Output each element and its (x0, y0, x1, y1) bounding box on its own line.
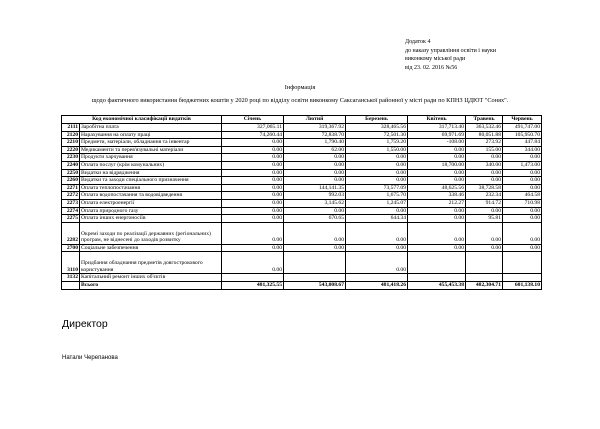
row-value: 0.00 (284, 222, 346, 244)
row-value: 1,675.70 (346, 192, 408, 200)
row-value: 0.00 (284, 207, 346, 215)
row-code: 2240 (62, 161, 80, 169)
row-value: 0.00 (284, 154, 346, 162)
table-row (62, 207, 542, 215)
row-code: 3132 (62, 274, 80, 282)
table-row (62, 184, 542, 192)
row-value: 0.00 (222, 177, 284, 185)
row-value (222, 274, 284, 282)
row-value (346, 274, 408, 282)
row-value: 74,260.44 (222, 131, 284, 139)
row-value: 363,532.46 (466, 124, 503, 132)
row-value (284, 274, 346, 282)
document-subtitle: щодо фактичного використання бюджетних коштів у 2020 році по відділу освіти виконкому Саксаганської районної у місті ради по КПНЗ ЦДЮТ "Сонях". (91, 97, 509, 104)
table-row (62, 177, 542, 185)
table-row (62, 131, 542, 139)
row-value: 0.00 (346, 252, 408, 274)
row-value: 0.00 (284, 169, 346, 177)
row-value (503, 252, 542, 274)
table-header-row (62, 116, 542, 124)
row-value (466, 274, 503, 282)
row-value: 0.00 (222, 222, 284, 244)
row-value: 1,245.07 (346, 199, 408, 207)
row-name: Капітальний ремонт інших об'єктів (80, 274, 222, 282)
row-value: 0.00 (222, 252, 284, 274)
row-value: 0.00 (222, 215, 284, 223)
header-january: Січень (222, 116, 284, 124)
header-may: Травень (466, 116, 503, 124)
table-row (62, 222, 542, 244)
row-name: Заробітна плата (80, 124, 222, 132)
row-code: 2275 (62, 215, 80, 223)
row-value: 144,141.35 (284, 184, 346, 192)
header-february: Лютий (284, 116, 346, 124)
row-value (466, 252, 503, 274)
row-value: 0.00 (284, 177, 346, 185)
row-code: 2210 (62, 139, 80, 147)
row-value: 0.00 (222, 244, 284, 252)
row-code: 2272 (62, 192, 80, 200)
row-name: Оплата послуг (крім комунальних) (80, 161, 222, 169)
row-value: 0.00 (222, 207, 284, 215)
row-value: 0.00 (222, 184, 284, 192)
row-value: 317,713.40 (408, 124, 466, 132)
total-row (62, 281, 542, 289)
signer-name: Натали Черепанова (62, 355, 118, 361)
row-value: 0.00 (408, 207, 466, 215)
header-march: Березень (346, 116, 408, 124)
row-name: Оплата електроенергії (80, 199, 222, 207)
row-value: 0.00 (346, 154, 408, 162)
table-row (62, 154, 542, 162)
row-name: Видатки на відрядження (80, 169, 222, 177)
row-value: 0.00 (408, 215, 466, 223)
row-code: 2274 (62, 207, 80, 215)
row-value: 0.00 (346, 169, 408, 177)
table-row (62, 146, 542, 154)
row-value (408, 252, 466, 274)
header-april: Квітень (408, 116, 466, 124)
row-value: 69,971.69 (408, 131, 466, 139)
row-name: Придбання обладнання предметів довгострокового користування (80, 252, 222, 274)
row-value: 80,051.88 (466, 131, 503, 139)
row-value: 914.72 (466, 199, 503, 207)
row-value: 0.00 (222, 199, 284, 207)
row-value: 710.98 (503, 199, 542, 207)
row-value: 212.27 (408, 199, 466, 207)
header-june: Червень (503, 116, 542, 124)
row-name: Оплата теплопостачання (80, 184, 222, 192)
row-value: 0.00 (466, 177, 503, 185)
row-value: 0.00 (503, 177, 542, 185)
row-value: 0.00 (284, 161, 346, 169)
row-value: 0.00 (346, 207, 408, 215)
row-value: 0.00 (408, 146, 466, 154)
row-value: 0.00 (408, 169, 466, 177)
row-value: 1,759.20 (346, 139, 408, 147)
row-value: 0.00 (346, 222, 408, 244)
row-value: 0.00 (503, 222, 542, 244)
row-value: 95.81 (466, 215, 503, 223)
row-value: 319,367.92 (284, 124, 346, 132)
row-value: 344.00 (503, 146, 542, 154)
row-value: 0.00 (346, 244, 408, 252)
row-code: 2700 (62, 244, 80, 252)
row-value: 155.00 (466, 146, 503, 154)
row-value: 0.00 (346, 177, 408, 185)
table-row (62, 124, 542, 132)
row-value: 1,550.00 (346, 146, 408, 154)
row-name: Соціальне забезпечення (80, 244, 222, 252)
row-value: 0.00 (408, 222, 466, 244)
total-value: 481,418.26 (346, 281, 408, 289)
row-code: 2260 (62, 177, 80, 185)
addendum-line-3: виконкому міської ради (405, 56, 466, 63)
row-value: 0.00 (466, 244, 503, 252)
row-code: 2273 (62, 199, 80, 207)
row-value: 1,790.40 (284, 139, 346, 147)
director-label: Директор (62, 318, 108, 330)
row-value: 0.00 (503, 169, 542, 177)
row-value: 73,577.09 (346, 184, 408, 192)
row-value: 992.03 (284, 192, 346, 200)
row-value: 0.00 (408, 177, 466, 185)
row-value: 0.00 (222, 139, 284, 147)
row-name: Видатки та заходи спеціального призначення (80, 177, 222, 185)
row-name: Нарахування на оплату праці (80, 131, 222, 139)
table-row (62, 192, 542, 200)
row-name: Предмети, матеріали, обладнання та інвентар (80, 139, 222, 147)
row-value: 0.00 (222, 161, 284, 169)
addendum-line-2: до наказу управління освіти і науки (405, 47, 497, 54)
addendum-note (405, 38, 496, 72)
row-code: 2282 (62, 222, 80, 244)
table-row (62, 199, 542, 207)
total-value: 601,138.10 (503, 281, 542, 289)
row-value: 0.00 (346, 161, 408, 169)
row-value: 18,700.00 (408, 161, 466, 169)
row-value: 0.00 (284, 244, 346, 252)
total-value: 543,008.67 (284, 281, 346, 289)
row-code: 3110 (62, 252, 80, 274)
row-name: Оплата природного газу (80, 207, 222, 215)
row-value: 338.46 (408, 192, 466, 200)
table-row (62, 274, 542, 282)
table-row (62, 139, 542, 147)
addendum-line-4: від 23. 02. 2016 №56 (405, 64, 458, 71)
total-value: 401,325.55 (222, 281, 284, 289)
row-value: -108.00 (408, 139, 466, 147)
table-row (62, 161, 542, 169)
row-value: 0.00 (466, 222, 503, 244)
total-code-cell (62, 281, 80, 289)
table-body (62, 124, 542, 290)
row-value: 447.84 (503, 139, 542, 147)
row-value: 670.65 (284, 215, 346, 223)
row-value: 72,838.70 (284, 131, 346, 139)
row-code: 2271 (62, 184, 80, 192)
row-code: 2220 (62, 146, 80, 154)
row-code: 2111 (62, 124, 80, 132)
row-value: 328,465.56 (346, 124, 408, 132)
row-value (284, 252, 346, 274)
row-name: Медикаменти та перев'язувальні матеріали (80, 146, 222, 154)
row-value: 340.00 (466, 161, 503, 169)
row-value: 0.00 (222, 169, 284, 177)
document-title: Інформація (284, 84, 316, 91)
row-value: 0.00 (466, 169, 503, 177)
row-value: 464.58 (503, 192, 542, 200)
total-value: 455,453.38 (408, 281, 466, 289)
row-name: Оплата водопостачання та водовідведення (80, 192, 222, 200)
budget-table (61, 115, 542, 290)
row-value: 3,145.62 (284, 199, 346, 207)
row-name: Оплата інших енергоносіїв (80, 215, 222, 223)
row-value: 38,728.58 (466, 184, 503, 192)
row-value: 0.00 (408, 154, 466, 162)
row-value: 232.34 (466, 192, 503, 200)
row-value: 62.00 (284, 146, 346, 154)
addendum-line-1: Додаток 4 (405, 39, 431, 45)
row-value: 72,501.30 (346, 131, 408, 139)
row-value: 0.00 (503, 207, 542, 215)
row-value: 0.00 (466, 154, 503, 162)
row-value: 0.00 (503, 184, 542, 192)
row-code: 2120 (62, 131, 80, 139)
row-value: 491,747.00 (503, 124, 542, 132)
row-value: 327,065.11 (222, 124, 284, 132)
row-value: 105,950.70 (503, 131, 542, 139)
table-row (62, 252, 542, 274)
row-value: 1,473.00 (503, 161, 542, 169)
row-value: 0.00 (466, 207, 503, 215)
row-value: 0.00 (222, 146, 284, 154)
row-value: 0.00 (503, 244, 542, 252)
row-name: Окремі заходи по реалізації державних (регіональних) програм, не віднесені до заходів розвитку (80, 222, 222, 244)
row-name: Продукти харчування (80, 154, 222, 162)
row-value: 0.00 (408, 244, 466, 252)
row-value: 644.34 (346, 215, 408, 223)
row-code: 2250 (62, 169, 80, 177)
row-value: 273.92 (466, 139, 503, 147)
table-row (62, 169, 542, 177)
row-code: 2230 (62, 154, 80, 162)
table-row (62, 215, 542, 223)
row-value: 0.00 (503, 215, 542, 223)
row-value (503, 274, 542, 282)
total-label: Всього (80, 281, 222, 289)
row-value: 0.00 (503, 154, 542, 162)
row-value: 48,625.56 (408, 184, 466, 192)
row-value: 0.00 (222, 192, 284, 200)
row-value (408, 274, 466, 282)
row-value: 0.00 (222, 154, 284, 162)
table-row (62, 244, 542, 252)
total-value: 482,304.71 (466, 281, 503, 289)
header-code: Код економічної класифікації видатків (62, 116, 222, 124)
